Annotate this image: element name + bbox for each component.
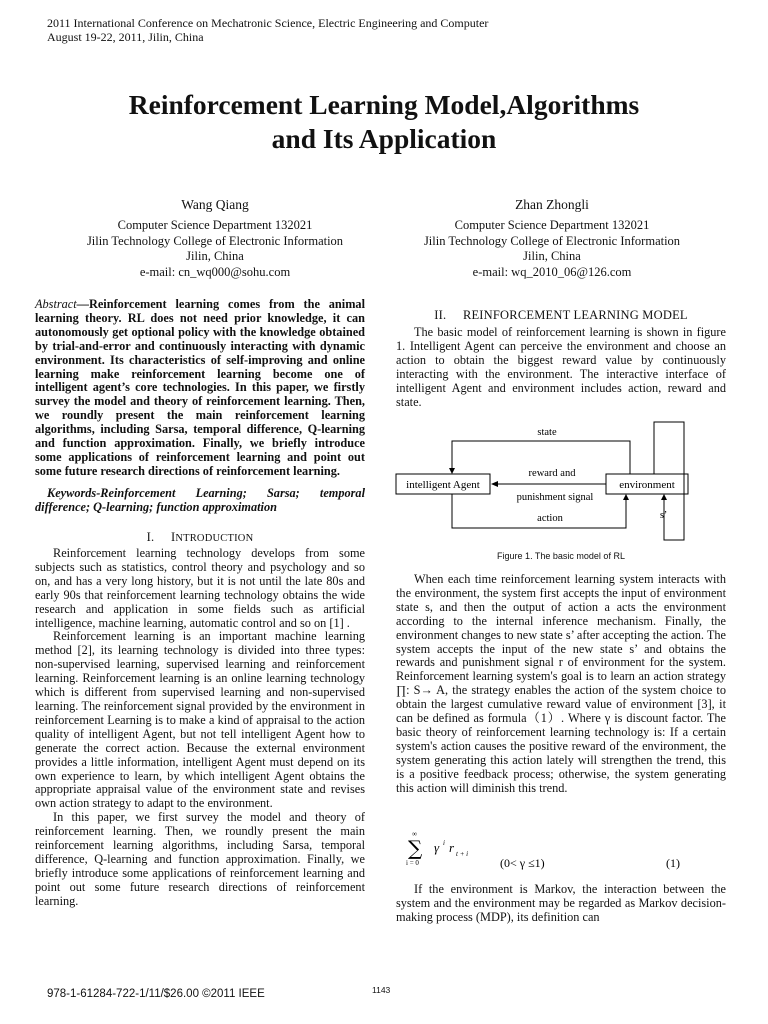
reward-subscript: t + i: [456, 850, 469, 858]
title-line-2: and Its Application: [271, 123, 497, 154]
reward-term: r: [449, 840, 455, 855]
sum-lower-limit: i = 0: [406, 859, 419, 867]
paragraph: Reinforcement learning is an important machine learning method [2], its learning technology is divided into three types: non-supervised learning, supervised learning and reinforcement learning. Reinforcement learning is an online learning technology which is different from supervised learning and non-supervised learning. The reinforcement signal provided by the environment in reinforcement Learning is to make a kind of appraisal to the action quality of intelligent Agent, but not tell intelligent Agent how to generate the correct action. Because the external environment provides a little information, intelligent Agent must depend on its own experience to learn, by which intelligent Agent obtains the appropriate appraisal value of the environment state and revises own action strategy to adapt to the environment.: [35, 629, 365, 811]
copyright-footer: 978-1-61284-722-1/11/$26.00 ©2011 IEEE: [47, 988, 265, 1000]
author-department: Computer Science Department 132021: [454, 218, 650, 233]
author-city: Jilin, China: [186, 249, 244, 264]
section-number: I.: [146, 530, 155, 544]
keywords: Keywords-Reinforcement Learning; Sarsa; temporal difference; Q-learning; function approximation: [35, 486, 365, 514]
author-email: e-mail: wq_2010_06@126.com: [472, 264, 632, 279]
rl-model-body-3: [396, 883, 726, 925]
s-prime-label: s’: [660, 510, 668, 521]
rl-model-body-1: [396, 326, 726, 409]
paragraph: When each time reinforcement learning system interacts with the environment, the system first accepts the input of environment state s, and then the output of action a acts the environment according to the internal inference mechanism. Finally, the environment changes to new state s’ after accepting the action. The system accepts the input of the new state s’ and obtains the rewards and punishment signal r of environment for the system. Reinforcement learning system's goal is to learn an action strategy ∏: S→ A, the strategy enables the action of the system choice to obtain the largest cumulative reward value of environment [3], it can be defined as formula（1）. Where γ is discount factor. The basic theory of reinforcement learning technology is: If a certain system's action causes the positive reward of the environment, the system generating this action lately will strengthen the trend, this is a positive feedback process; otherwise, the system generating this action will diminish this trend.: [396, 572, 726, 795]
gamma-exponent: i: [443, 839, 445, 847]
section-number: II.: [434, 308, 447, 322]
author-city: Jilin, China: [523, 249, 581, 264]
self-loop-arrowhead: [661, 494, 667, 500]
reward-arrowhead: [491, 481, 498, 487]
paragraph: The basic model of reinforcement learning is shown in figure 1. Intelligent Agent can perceive the environment and choose an action to obtain the biggest reward value by continuously interacting with the environment. The interactive interface of intelligent Agent and environment includes action, reward and state.: [396, 325, 726, 409]
rl-model-body-2: [396, 573, 726, 796]
abstract-text: Reinforcement learning comes from the animal learning theory. RL does not need prior knowledge, it can autonomously get optional policy with the knowledge obtained by trial-and-error and continuously interacting with dynamic environment. Its characteristics of self-improving and online learning make reinforcement learning become one of intelligent agent’s core technologies. In this paper, we firstly survey the model and theory of reinforcement learning. Then, we roundly present the main reinforcement learning algorithms, including Sarsa, temporal difference, Q-learning and function approximation. Finally, we briefly introduce some applications of reinforcement learning and point out some future research directions of reinforcement learning.: [35, 297, 365, 478]
author-block-1: [65, 197, 365, 280]
reward-label-2: punishment signal: [516, 492, 594, 503]
sum-symbol: ∑: [408, 836, 423, 860]
paper-title: [40, 88, 728, 156]
environment-label: environment: [619, 479, 675, 491]
formula-number: (1): [666, 856, 680, 870]
author-name: Wang Qiang: [181, 197, 249, 212]
author-name: Zhan Zhongli: [515, 197, 589, 212]
state-arrowhead: [449, 468, 455, 474]
abstract: [35, 298, 365, 479]
author-college: Jilin Technology College of Electronic Information: [86, 233, 344, 248]
figure-1-diagram: [394, 418, 694, 548]
state-label: state: [537, 427, 557, 438]
action-arrowhead: [623, 494, 629, 500]
paragraph: If the environment is Markov, the interaction between the system and the environment may be regarded as Markov decision-making process (MDP), its definition can: [396, 882, 726, 924]
sum-upper-limit: ∞: [412, 830, 417, 838]
action-label: action: [537, 513, 563, 524]
gamma-symbol: γ: [434, 840, 440, 855]
abstract-label: Abstract: [35, 297, 77, 311]
author-college: Jilin Technology College of Electronic Information: [423, 233, 681, 248]
agent-label: intelligent Agent: [406, 479, 480, 491]
section-heading-introduction: [35, 530, 365, 545]
section-title-rest: NTRODUCTION: [175, 533, 254, 544]
author-department: Computer Science Department 132021: [117, 218, 313, 233]
conference-header: [47, 16, 488, 44]
title-line-1: Reinforcement Learning Model,Algorithms: [128, 89, 640, 120]
author-block-2: [402, 197, 702, 280]
page-number: 1143: [372, 985, 391, 995]
abstract-dash: —: [76, 297, 89, 311]
formula-1: [408, 830, 728, 874]
paragraph: Reinforcement learning technology develops from some subjects such as statistics, control theory and psychology and so on, and has a very long history, but it is not until the late 80s and early 90s that reinforcement learning technology obtains the wide research and application in some fields such as artificial intelligence, machine learning, automatic control and so on [1] .: [35, 546, 365, 630]
conference-date: August 19-22, 2011, Jilin, China: [47, 30, 204, 44]
section-title-initial: I: [170, 530, 176, 544]
formula-condition: (0< γ ≤1): [500, 856, 545, 870]
section-title: REINFORCEMENT LEARNING MODEL: [462, 308, 688, 322]
author-email: e-mail: cn_wq000@sohu.com: [139, 264, 291, 279]
paragraph: In this paper, we first survey the model and theory of reinforcement learning. Then, we roundly present the main reinforcement learning algorithms, including Sarsa, temporal difference, Q-learning and function approximation. Finally, we briefly introduce some applications of reinforcement learning and point out some future research directions of reinforcement learning.: [35, 810, 365, 908]
section-heading-rl-model: [396, 308, 726, 323]
conference-line: 2011 International Conference on Mechatronic Science, Electric Engineering and Computer: [47, 16, 489, 30]
reward-label-1: reward and: [528, 468, 576, 479]
introduction-body: [35, 547, 365, 909]
figure-caption: Figure 1. The basic model of RL: [497, 551, 625, 561]
